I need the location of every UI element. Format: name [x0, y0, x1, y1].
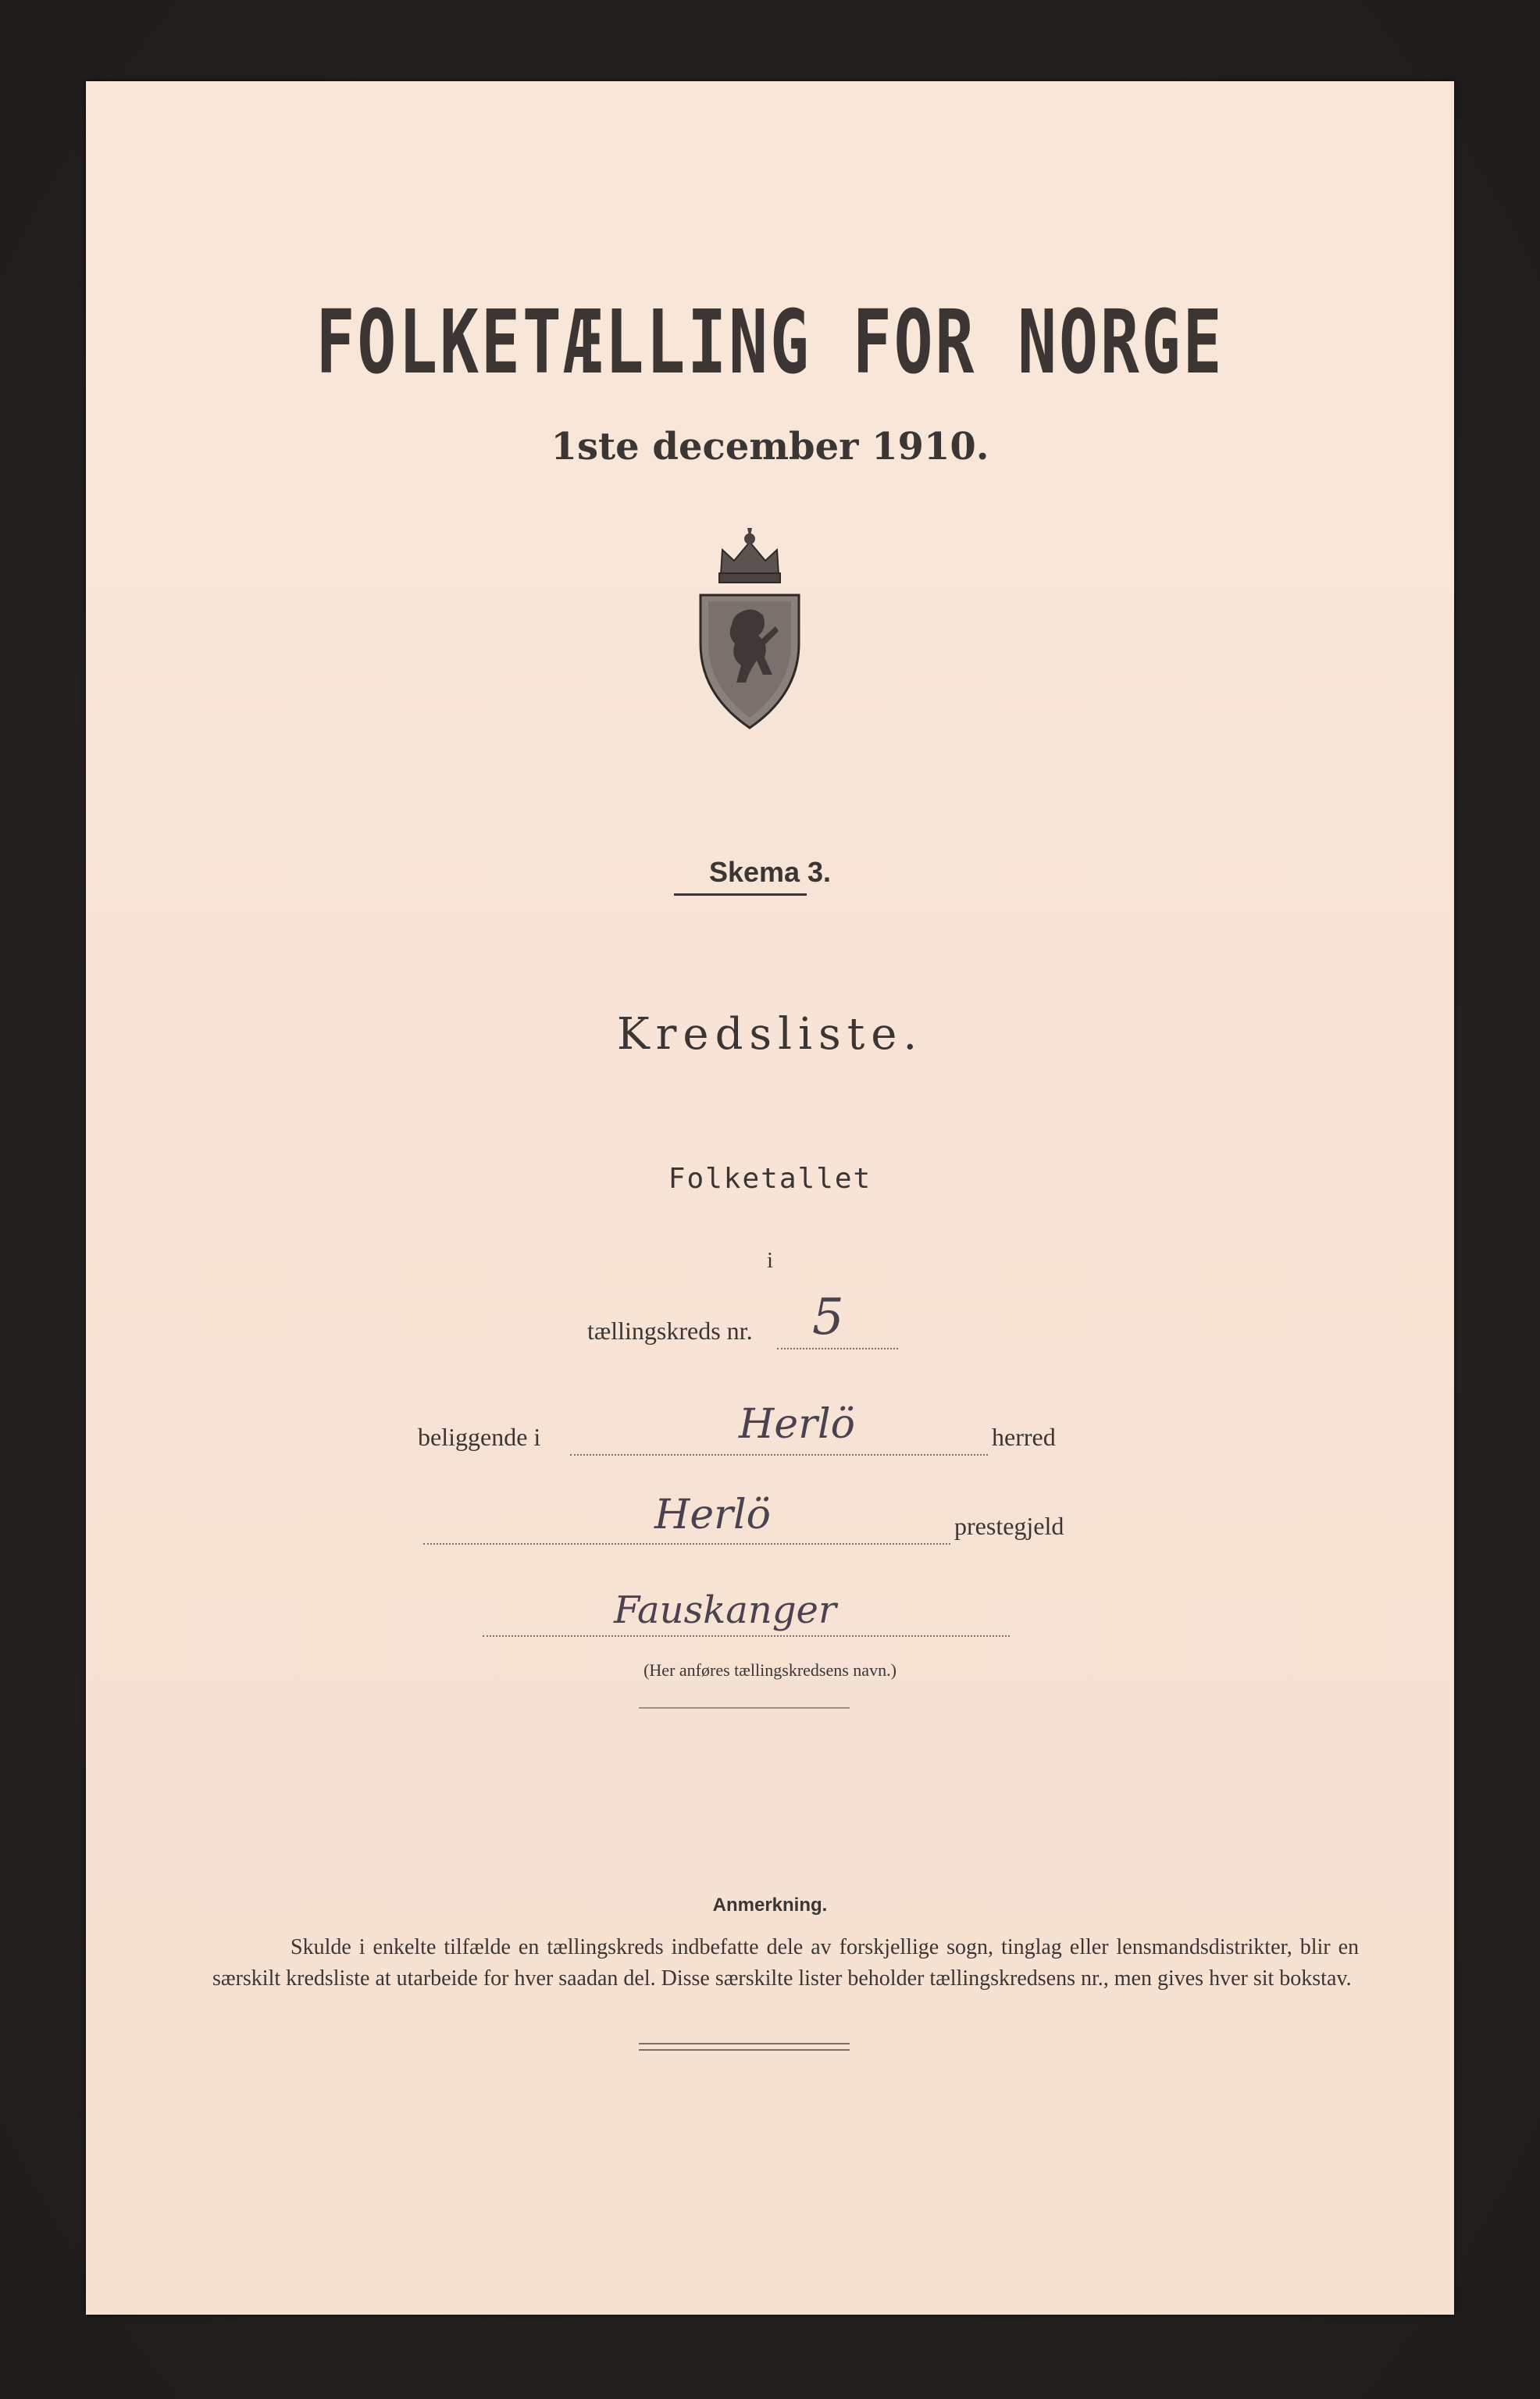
kreds-number-line — [777, 1348, 898, 1349]
census-form-sheet — [86, 81, 1454, 2315]
kreds-number-label: tællingskreds nr. — [587, 1317, 753, 1345]
herred-line — [570, 1454, 988, 1456]
beliggende-label: beliggende i — [418, 1423, 541, 1451]
preposition-i: i — [767, 1249, 773, 1273]
section-divider — [639, 1707, 850, 1709]
prestegjeld-label: prestegjeld — [954, 1512, 1064, 1540]
kreds-number-value: 5 — [812, 1289, 844, 1346]
double-rule-divider — [639, 2043, 850, 2051]
note-heading: Anmerkning. — [712, 1895, 828, 1916]
herred-label: herred — [992, 1423, 1056, 1451]
census-date: 1ste december 1910. — [551, 425, 989, 469]
kreds-name-hint: (Her anføres tællingskredsens navn.) — [643, 1660, 897, 1680]
prestegjeld-value: Herlö — [654, 1492, 771, 1538]
kreds-name-value: Fauskanger — [614, 1588, 836, 1632]
form-title: Kredsliste. — [616, 1009, 924, 1060]
note-body: Skulde i enkelte tilfælde en tællingskreds indbefatte dele av forskjellige sogn, tinglag eller lensmandsdistrikter, blir en særskilt kredsliste at utarbeide for hver saadan del. Disse særskilte lister beholder tællingskredsens nr., men gives hver sit bokstav. — [212, 1935, 1359, 1991]
folketallet-heading: Folketallet — [668, 1163, 872, 1195]
norwegian-coat-of-arms-icon — [691, 526, 808, 729]
schema-underline — [674, 893, 807, 896]
schema-label: Skema 3. — [708, 856, 832, 888]
herred-value: Herlö — [739, 1401, 855, 1448]
kreds-name-line — [483, 1635, 1010, 1637]
form-main-title: FOLKETÆLLING FOR NORGE — [315, 292, 1225, 394]
prestegjeld-line — [423, 1543, 950, 1545]
